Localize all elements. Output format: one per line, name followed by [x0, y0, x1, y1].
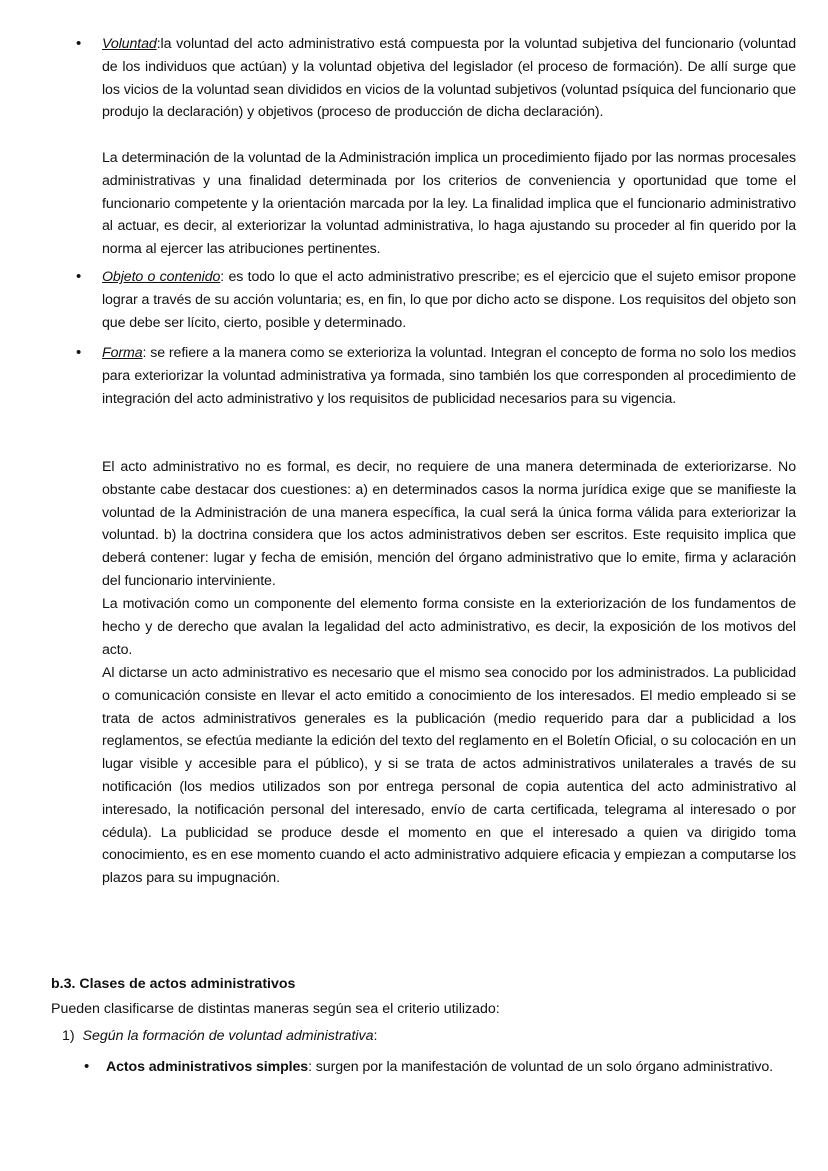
- bullet-forma-para-3: La motivación como un componente del elemento forma consiste en la exteriorización de los fundamentos de hecho y de derecho que avalan la legalidad del acto administrativo, es decir, la exposición de los motivos del acto.: [102, 596, 796, 658]
- bullet-forma-para-4: Al dictarse un acto administrativo es necesario que el mismo sea conocido por los administrados. La publicidad o comunicación consiste en llevar el acto emitido a conocimiento de los interesados. El medio empleado si se trata de actos administrativos generales es la publicación (medio requerido para dar a publicidad a los reglamentos, se efectúa mediante la edición del texto del reglamento en el Boletín Oficial, o su colocación en un lugar visible y accesible para el público), y si se trata de actos administrativos unilaterales a través de su notificación (los medios utilizados son por entrega personal de copia autentica del acto administrativo al interesado, la notificación personal del interesado, envío de carta certificada, telegrama al interesado o por cédula). La publicidad se produce desde el momento en que el interesado a quien va dirigido toma conocimiento, es en ese momento cuando el acto administrativo adquiere eficacia y empiezan a computarse los plazos para su impugnación.: [102, 665, 796, 887]
- objeto-lead: Objeto o contenido: [102, 269, 221, 285]
- item-number: 1): [62, 1028, 75, 1044]
- sub-bullet-simples: [106, 1056, 796, 1079]
- bullet-dot: •: [76, 268, 82, 285]
- bullet-forma-para-1: [102, 342, 796, 410]
- bullet-forma-para-2: El acto administrativo no es formal, es decir, no requiere de una manera determinada de exteriorizarse. No obstante cabe destacar dos cuestiones: a) en determinados casos la norma jurídica exige que se manifieste la voluntad de la Administración de una manera específica, la cual será la única forma válida para exteriorizar la voluntad. b) la doctrina considera que los actos administrativos deben ser escritos. Este requisito implica que deberá contener: lugar y fecha de emisión, mención del órgano administrativo que lo emite, firma y aclaración del funcionario interviniente.: [102, 459, 796, 589]
- bullet-voluntad-para-2: La determinación de la voluntad de la Administración implica un procedimiento fijado por las normas procesales administrativas y una finalidad determinada por los criterios de conveniencia y oportunidad que tome el funcionario competente y la orientación marcada por la ley. La finalidad implica que el funcionario administrativo al actuar, es decir, al exteriorizar la voluntad administrativa, lo haga ajustando su proceder al fin querido por la norma al ejercer las atribuciones pertinentes.: [102, 150, 796, 258]
- bullet-objeto-para-1: [102, 266, 796, 334]
- forma-lead: Forma: [102, 345, 143, 361]
- section-heading: b.3. Clases de actos administrativos: [51, 976, 296, 992]
- item-colon: :: [373, 1028, 378, 1044]
- section-intro: Pueden clasificarse de distintas maneras según sea el criterio utilizado:: [51, 1001, 500, 1017]
- bullet-dot: •: [76, 344, 82, 361]
- simples-lead: Actos administrativos simples: [106, 1059, 309, 1075]
- voluntad-text-1: :la voluntad del acto administrativo está compuesta por la voluntad subjetiva del funcionario (voluntad de los individuos que actúan) y la voluntad objetiva del legislador (el proceso de formación). De allí surge que los vicios de la voluntad sean divididos en vicios de la voluntad subjetivos (voluntad psíquica del funcionario que produjo la declaración) y objetivos (proceso de producción de dicha declaración).: [102, 36, 796, 121]
- bullet-dot: •: [84, 1058, 90, 1075]
- objeto-text: : es todo lo que el acto administrativo prescribe; es el ejercicio que el sujeto emisor propone lograr a través de su acción voluntaria; es, en fin, lo que por dicho acto se dispone. Los requisitos del objeto son que debe ser lícito, cierto, posible y determinado.: [102, 269, 796, 331]
- bullet-voluntad-para-1: [102, 33, 796, 124]
- simples-text: : surgen por la manifestación de voluntad de un solo órgano administrativo.: [308, 1059, 774, 1075]
- forma-text-1: : se refiere a la manera como se exterioriza la voluntad. Integran el concepto de forma no solo los medios para exteriorizar la voluntad administrativa ya formada, sino también los que corresponden al procedimiento de integración del acto administrativo y los requisitos de publicidad necesarios para su vigencia.: [102, 345, 796, 407]
- item-text: Según la formación de voluntad administrativa: [82, 1028, 374, 1044]
- numbered-item-1: [62, 1026, 377, 1046]
- voluntad-lead: Voluntad: [102, 36, 157, 52]
- bullet-dot: •: [76, 35, 82, 52]
